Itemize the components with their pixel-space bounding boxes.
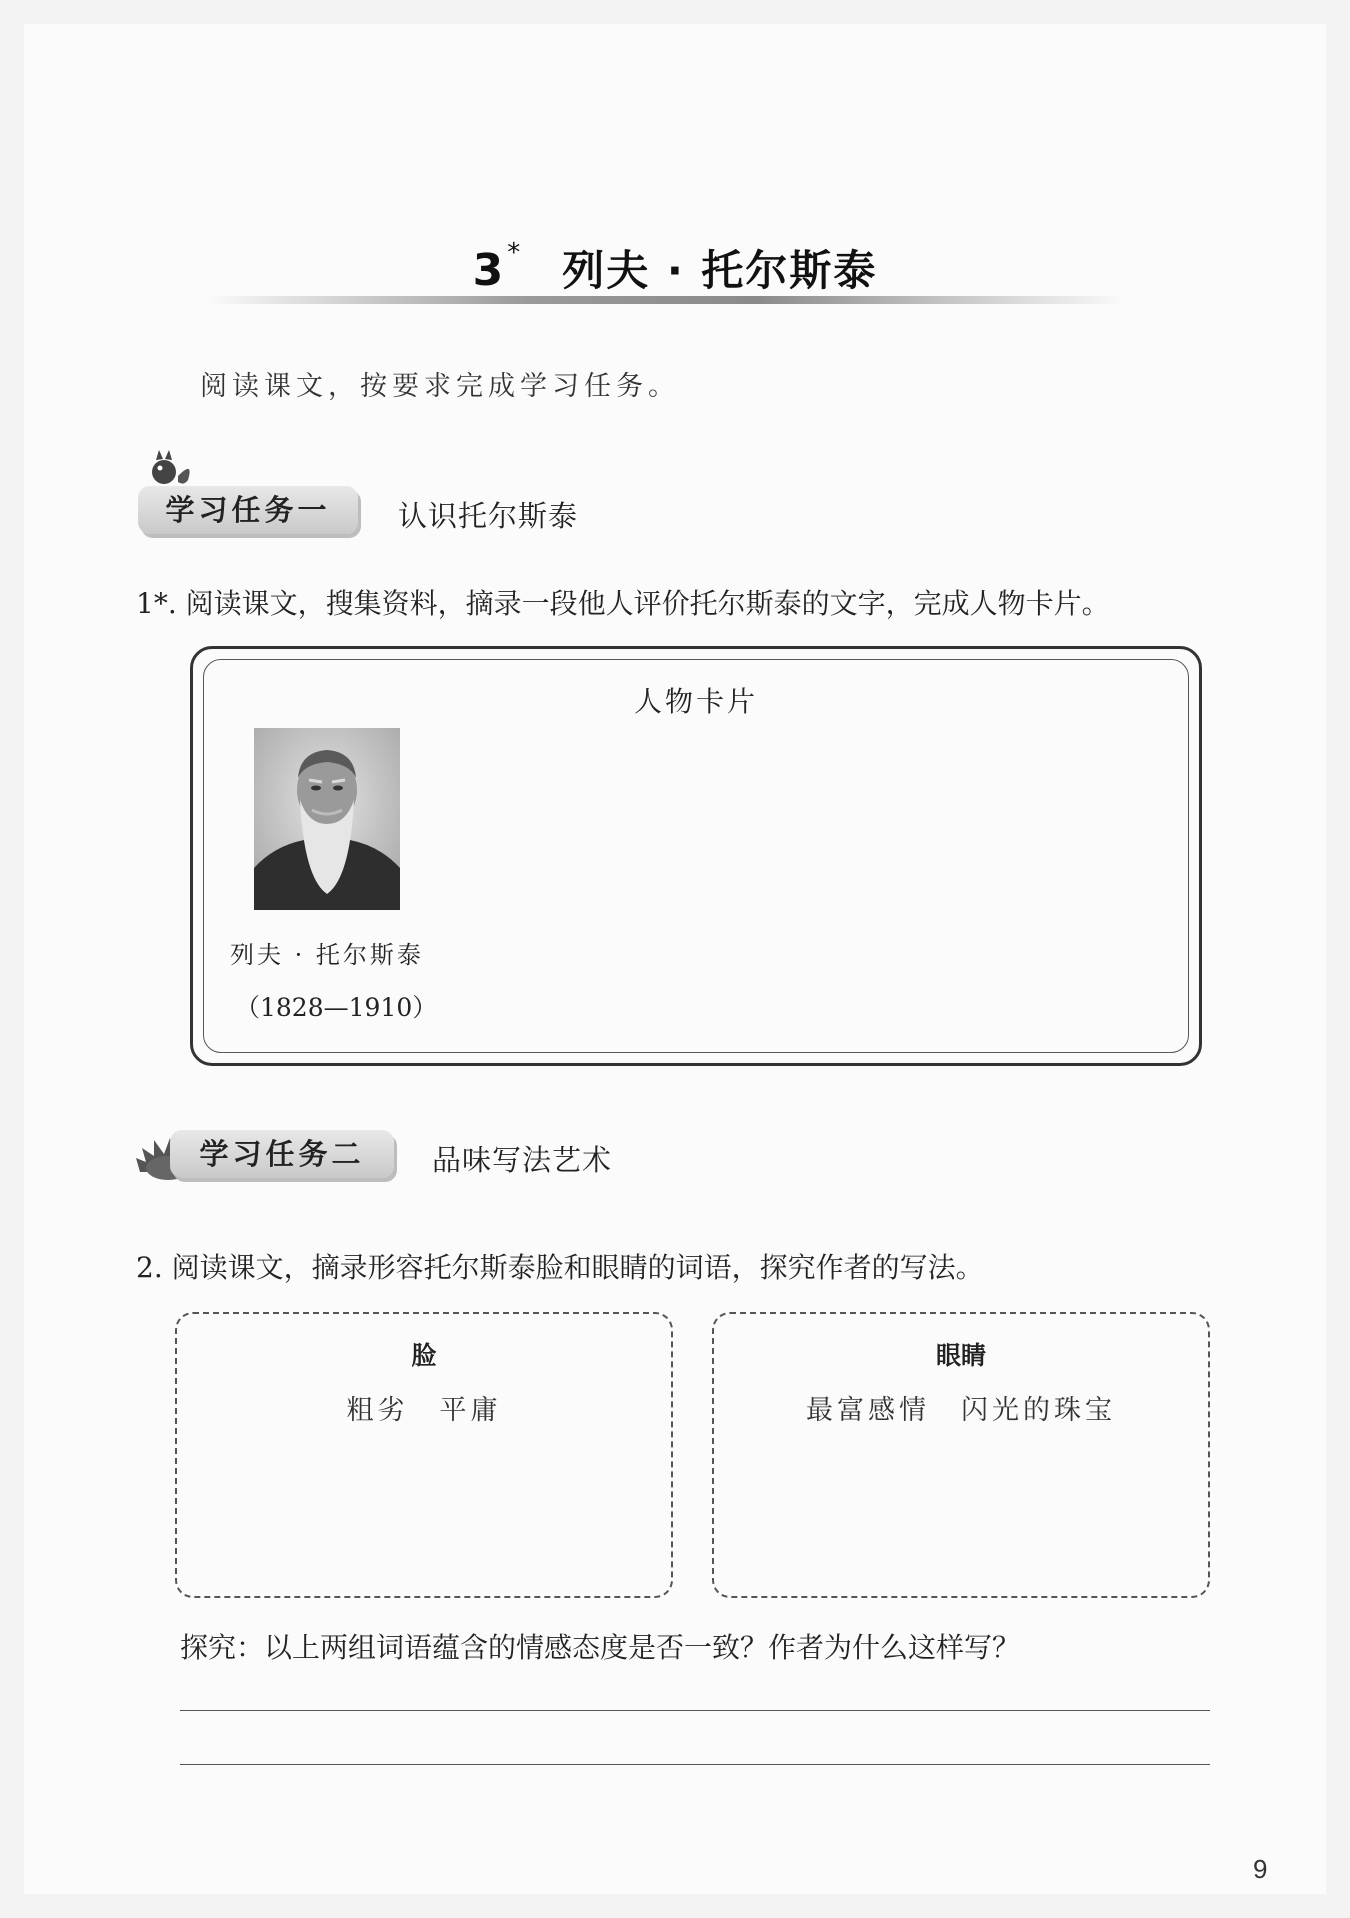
- task1-badge: 学习任务一: [138, 486, 358, 534]
- eyes-box-words[interactable]: 最富感情 闪光的珠宝: [806, 1395, 1116, 1426]
- squirrel-mascot-icon: [148, 446, 200, 486]
- face-box-heading: 脸: [411, 1341, 437, 1370]
- page-number: 9: [1253, 1854, 1268, 1884]
- answer-line-2[interactable]: [180, 1764, 1210, 1765]
- face-box-words[interactable]: 粗劣 平庸: [346, 1395, 502, 1426]
- portrait-caption-name: 列夫 · 托尔斯泰: [230, 941, 424, 969]
- lesson-number: 3: [472, 245, 506, 296]
- person-card-title: 人物卡片: [633, 685, 758, 718]
- explore-question: 探究：以上两组词语蕴含的情感态度是否一致？作者为什么这样写？: [180, 1631, 1021, 1664]
- lesson-mark: *: [507, 238, 523, 268]
- task2-title: 品味写法艺术: [432, 1143, 613, 1177]
- title-underline: [205, 296, 1125, 304]
- lesson-title-text: 列夫 · 托尔斯泰: [562, 246, 878, 295]
- task2-badge: 学习任务二: [170, 1130, 394, 1178]
- eyes-box-heading: 眼睛: [935, 1341, 986, 1370]
- task1-title: 认识托尔斯泰: [398, 499, 579, 533]
- question-2: 2. 阅读课文，摘录形容托尔斯泰脸和眼睛的词语，探究作者的写法。: [136, 1251, 984, 1284]
- intro-instruction: 阅读课文，按要求完成学习任务。: [200, 371, 680, 402]
- tolstoy-portrait: [254, 728, 400, 910]
- answer-line-1[interactable]: [180, 1710, 1210, 1711]
- lesson-title: [0, 238, 1350, 298]
- portrait-caption-years: （1828—1910）: [235, 993, 438, 1022]
- question-1: 1*. 阅读课文，搜集资料，摘录一段他人评价托尔斯泰的文字，完成人物卡片。: [136, 587, 1110, 620]
